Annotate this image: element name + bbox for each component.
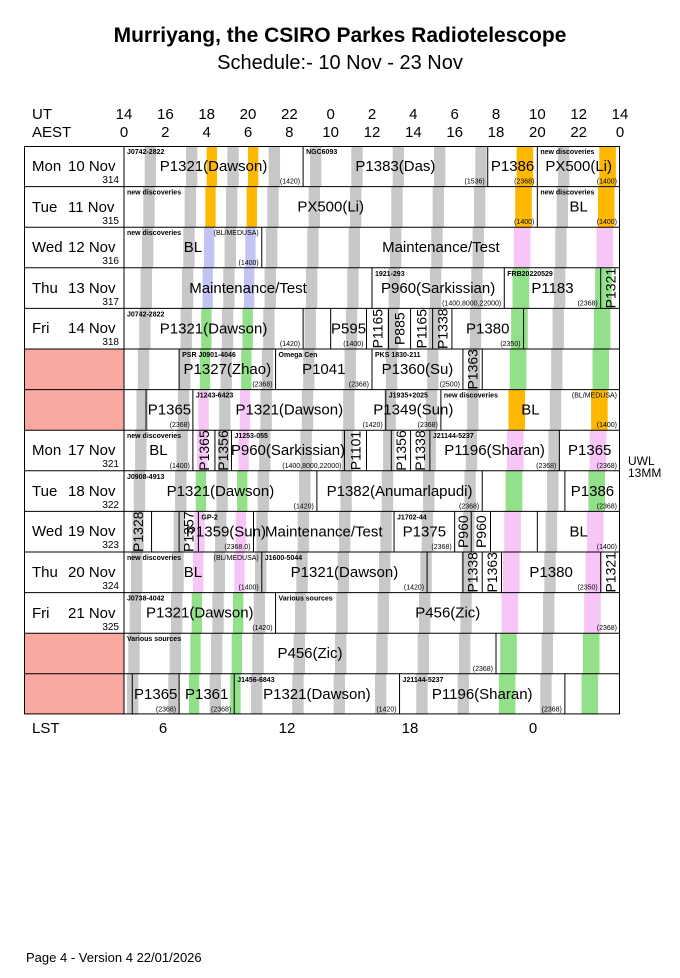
block-project-label: P885 xyxy=(391,312,408,346)
block-receiver: (1400) xyxy=(596,422,617,430)
grey-band xyxy=(349,227,360,268)
block-source-code: new discoveries xyxy=(127,555,182,562)
weekend-label-bg xyxy=(24,633,124,674)
ut-tick-label: 0 xyxy=(326,106,335,123)
block-source-code: J1243-6423 xyxy=(195,392,234,400)
block-receiver: (2368) xyxy=(596,462,617,470)
grey-band xyxy=(141,268,152,309)
grey-band xyxy=(336,593,347,634)
aest-tick-label: 12 xyxy=(363,124,381,141)
block-project-label: P1165 xyxy=(413,308,430,349)
block-receiver: (2368) xyxy=(596,625,617,633)
block-project-label: P1363 xyxy=(464,349,481,390)
lst-tick-label: 0 xyxy=(528,720,538,737)
block-receiver: (1536) xyxy=(464,178,485,186)
grey-band xyxy=(543,593,554,634)
block-source-code: 1921-293 xyxy=(375,270,405,278)
day-name: Thu xyxy=(32,279,58,297)
block-receiver: (1400) xyxy=(169,462,190,470)
block-project-label: P1365 xyxy=(147,401,192,419)
block-receiver: (1400) xyxy=(238,584,259,592)
block-source-code: J0908-4913 xyxy=(127,473,165,481)
block-project-label: PX500(Li) xyxy=(297,198,365,216)
day-date: 19 Nov xyxy=(68,523,116,541)
block-project-label: P1360(Su) xyxy=(381,361,454,378)
block-project-label: P1365 xyxy=(195,430,212,471)
block-project-label: P1382(Anumarlapudi) xyxy=(326,482,473,500)
grey-band xyxy=(547,471,558,512)
block-receiver: (2368) xyxy=(210,706,232,714)
block-receiver: (1420) xyxy=(293,503,314,511)
day-number: 324 xyxy=(102,581,119,592)
block-project-label: P1359(Sun) xyxy=(185,523,266,541)
block-source-code: FRB20220529 xyxy=(507,270,553,278)
block-receiver: (2368) xyxy=(472,665,493,673)
day-number: 315 xyxy=(102,215,119,227)
block-source-code: J0742-2822 xyxy=(127,311,165,319)
block-project-label: P1356 xyxy=(392,430,409,471)
block-receiver: (1400,8000,22000) xyxy=(282,462,342,470)
aest-tick-label: 20 xyxy=(528,124,546,141)
day-number: 317 xyxy=(102,296,119,308)
block-source-code: PSR J0901-4046 xyxy=(182,352,236,359)
block-receiver: (1420) xyxy=(279,178,301,186)
block-source-code: J1935+2025 xyxy=(388,392,428,400)
lst-tick-label: 12 xyxy=(278,720,296,737)
block-project-label: P1196(Sharan) xyxy=(431,685,533,703)
day-name: Fri xyxy=(32,604,50,622)
block-source-code: (BL/MEDUSA) xyxy=(213,555,259,562)
block-receiver: (1400) xyxy=(596,219,617,227)
side-note-uwl: UWL xyxy=(628,454,655,468)
accent-band xyxy=(190,633,200,674)
block-project-label: BL xyxy=(183,564,203,581)
grey-band xyxy=(459,633,470,674)
block-project-label: P1321(Dawson) xyxy=(290,564,399,581)
accent-band xyxy=(593,349,610,390)
block-project-label: P1328 xyxy=(129,511,146,552)
block-project-label: P1321(Dawson) xyxy=(159,158,268,175)
block-project-label: P1357 xyxy=(180,511,197,552)
block-project-label: P1380 xyxy=(466,320,510,338)
grey-band xyxy=(546,511,557,552)
lst-tick-label: 18 xyxy=(401,720,419,737)
block-project-label: P1386 xyxy=(570,482,615,500)
block-receiver: (1420) xyxy=(252,625,273,633)
day-name: Fri xyxy=(32,320,50,338)
ut-tick-label: 8 xyxy=(491,106,501,123)
block-source-code: Omega Cen xyxy=(278,352,318,359)
grey-band xyxy=(474,187,485,228)
block-project-label: P1196(Sharan) xyxy=(444,442,545,460)
grey-band xyxy=(267,187,278,228)
block-source-code: Various sources xyxy=(127,636,182,644)
accent-band xyxy=(510,349,527,390)
ut-tick-label: 16 xyxy=(156,106,174,123)
day-number: 314 xyxy=(102,175,119,186)
block-project-label: Maintenance/Test xyxy=(264,523,383,541)
grey-band xyxy=(555,227,566,268)
block-source-code: new discoveries xyxy=(127,433,182,441)
block-source-code: GP-2 xyxy=(201,514,218,522)
ut-tick-label: 2 xyxy=(367,106,377,123)
block-project-label: P1365 xyxy=(134,685,178,703)
block-project-label: P960 xyxy=(454,515,471,549)
block-source-code: new discoveries xyxy=(540,189,595,197)
grey-band xyxy=(378,593,389,634)
weekend-label-bg xyxy=(24,390,124,431)
aest-tick-label: 6 xyxy=(243,124,253,141)
grey-band xyxy=(211,633,222,674)
day-number: 321 xyxy=(102,459,119,471)
block-project-label: P1363 xyxy=(483,552,500,593)
day-name: Mon xyxy=(32,158,62,175)
block-project-label: P1338 xyxy=(464,552,481,593)
block-project-label: P1383(Das) xyxy=(355,158,436,175)
grey-band xyxy=(305,308,316,349)
block-receiver: (2500) xyxy=(439,381,460,389)
aest-tick-label: 0 xyxy=(615,124,625,141)
block-receiver: (2368.0) xyxy=(224,544,251,551)
schedule-grid-svg xyxy=(24,146,620,715)
block-project-label: PX500(Li) xyxy=(545,158,613,175)
block-project-label: P1101 xyxy=(347,430,364,471)
day-date: 17 Nov xyxy=(68,442,116,460)
day-date: 11 Nov xyxy=(68,198,115,216)
aest-tick-label: 16 xyxy=(446,124,463,141)
block-source-code: Various sources xyxy=(278,595,333,603)
grey-band xyxy=(269,146,280,187)
day-name: Tue xyxy=(32,482,58,500)
block-project-label: BL xyxy=(569,198,588,216)
accent-band xyxy=(247,187,257,228)
aest-tick-label: 14 xyxy=(404,124,422,141)
weekend-label-bg xyxy=(24,674,124,715)
accent-band xyxy=(232,633,242,674)
block-receiver: (1400) xyxy=(514,219,535,227)
grey-band xyxy=(542,633,553,674)
ut-tick-label: 20 xyxy=(239,106,257,123)
day-number: 323 xyxy=(102,540,119,552)
block-receiver: (2368) xyxy=(596,503,617,511)
block-receiver: (1400,8000,22000) xyxy=(442,300,502,308)
block-project-label: P456(Zic) xyxy=(415,604,481,622)
accent-band xyxy=(504,511,521,552)
block-project-label: BL xyxy=(149,442,168,460)
day-number: 316 xyxy=(102,256,119,268)
day-name: Thu xyxy=(32,564,58,581)
block-project-label: P1321(Dawson) xyxy=(263,685,371,703)
block-source-code: J0742-2822 xyxy=(127,149,165,156)
block-project-label: BL xyxy=(521,401,540,419)
grey-band xyxy=(553,308,564,349)
accent-band xyxy=(502,593,519,634)
accent-band xyxy=(500,633,517,674)
accent-band xyxy=(503,552,520,593)
grey-band xyxy=(306,268,317,309)
block-source-code: PKS 1830-211 xyxy=(375,352,421,359)
block-project-label: P1349(Sun) xyxy=(373,401,454,419)
block-receiver: (1400) xyxy=(238,259,259,267)
ut-tick-label: 14 xyxy=(115,106,133,123)
block-receiver: (1400) xyxy=(343,341,364,348)
day-name: Mon xyxy=(32,442,62,460)
grey-band xyxy=(433,187,444,228)
block-source-code: (BL/MEDUSA) xyxy=(213,230,259,238)
lst-label: LST xyxy=(32,720,60,737)
ut-tick-label: 4 xyxy=(409,106,418,123)
ut-tick-label: 14 xyxy=(611,106,629,123)
page-footer: Page 4 - Version 4 22/01/2026 xyxy=(26,950,202,965)
block-project-label: P1361 xyxy=(184,685,229,703)
aest-tick-label: 22 xyxy=(570,124,587,141)
ut-tick-label: 12 xyxy=(570,106,587,123)
day-number: 318 xyxy=(102,337,119,349)
grey-band xyxy=(307,227,318,268)
grey-band xyxy=(376,633,387,674)
grey-band xyxy=(138,349,149,390)
block-project-label: P1375 xyxy=(402,523,447,541)
block-project-label: P1338 xyxy=(412,430,429,471)
block-source-code: J21144-5237 xyxy=(432,433,474,441)
block-receiver: (1420) xyxy=(403,584,425,592)
schedule-grid xyxy=(24,146,620,715)
block-receiver: (1420) xyxy=(279,341,301,348)
day-date: 18 Nov xyxy=(68,482,116,500)
block-receiver: (2368) xyxy=(577,300,598,308)
block-project-label: BL xyxy=(569,523,588,541)
day-number: 325 xyxy=(102,621,119,633)
accent-band xyxy=(597,227,614,268)
block-receiver: (1420) xyxy=(376,706,397,714)
aest-tick-label: 8 xyxy=(285,124,294,141)
aest-tick-label: 18 xyxy=(487,124,505,141)
grey-band xyxy=(391,187,402,228)
block-project-label: P456(Zic) xyxy=(277,645,343,663)
block-project-label: P1321(Dawson) xyxy=(235,401,344,419)
block-source-code: (BL/MEDUSA) xyxy=(571,392,617,400)
block-project-label: P1338 xyxy=(434,308,451,349)
block-receiver: (2368) xyxy=(536,462,557,470)
block-source-code: J1253-055 xyxy=(234,433,268,441)
block-project-label: Maintenance/Test xyxy=(382,239,500,257)
block-project-label: P1183 xyxy=(531,279,574,297)
grey-band xyxy=(551,349,562,390)
grey-band xyxy=(347,268,358,309)
aest-label: AEST xyxy=(32,124,72,141)
accent-band xyxy=(506,471,523,512)
grey-band xyxy=(418,633,429,674)
block-receiver: (2350) xyxy=(577,584,598,592)
block-project-label: P1321(Dawson) xyxy=(159,320,268,338)
ut-tick-label: 6 xyxy=(450,106,459,123)
grey-band xyxy=(226,187,237,228)
day-name: Wed xyxy=(32,523,63,541)
block-project-label: P1321 xyxy=(602,552,619,593)
grey-band xyxy=(252,633,263,674)
page-title: Murriyang, the CSIRO Parkes Radiotelescope xyxy=(113,24,567,47)
block-project-label: P960(Sarkissian) xyxy=(381,279,496,297)
ut-tick-label: 10 xyxy=(528,106,546,123)
grey-band xyxy=(266,227,277,268)
block-project-label: P1356 xyxy=(215,430,232,471)
block-project-label: P1365 xyxy=(568,442,612,460)
day-date: 12 Nov xyxy=(68,239,116,257)
accent-band xyxy=(514,227,531,268)
block-source-code: J21144-5237 xyxy=(402,676,444,684)
aest-tick-label: 2 xyxy=(161,124,170,141)
block-project-label: P595 xyxy=(331,320,367,338)
block-receiver: (2368) xyxy=(252,381,273,389)
block-receiver: (2368) xyxy=(458,503,480,511)
day-date: 21 Nov xyxy=(68,604,116,622)
day-date: 13 Nov xyxy=(68,279,116,297)
day-date: 14 Nov xyxy=(68,320,116,338)
block-project-label: P960 xyxy=(472,515,489,549)
block-receiver: (2368) xyxy=(431,544,452,551)
schedule-subtitle: Schedule:- 10 Nov - 23 Nov xyxy=(217,52,463,74)
block-project-label: P1165 xyxy=(369,308,386,349)
block-source-code: new discoveries xyxy=(540,149,595,156)
block-source-code: NGC6093 xyxy=(306,149,338,156)
aest-tick-label: 0 xyxy=(119,124,129,141)
block-receiver: (2368) xyxy=(417,422,438,430)
side-note-13mm: 13MM xyxy=(628,466,662,480)
weekend-label-bg xyxy=(24,349,124,390)
block-project-label: P1321 xyxy=(602,267,619,309)
block-receiver: (2368) xyxy=(348,381,369,389)
accent-band xyxy=(594,308,611,349)
block-receiver: (2350) xyxy=(500,341,521,348)
day-name: Wed xyxy=(32,239,63,257)
block-source-code: new discoveries xyxy=(443,392,498,400)
aest-tick-label: 10 xyxy=(322,124,339,141)
day-date: 20 Nov xyxy=(68,564,116,581)
block-project-label: P1380 xyxy=(529,564,573,581)
block-receiver: (1420) xyxy=(362,422,383,430)
block-project-label: P1041 xyxy=(302,361,346,378)
day-number: 322 xyxy=(102,499,119,511)
block-receiver: (2368) xyxy=(514,178,535,186)
block-source-code: J1456-6843 xyxy=(237,676,275,684)
day-name: Tue xyxy=(32,198,58,216)
grey-band xyxy=(434,146,445,187)
accent-band xyxy=(583,633,600,674)
block-project-label: P1327(Zhao) xyxy=(183,361,272,378)
block-project-label: P1321(Dawson) xyxy=(145,604,254,622)
grey-band xyxy=(550,390,561,431)
block-source-code: J1600-5044 xyxy=(264,555,303,562)
block-source-code: new discoveries xyxy=(127,189,182,197)
block-receiver: (2368) xyxy=(541,706,562,714)
block-source-code: new discoveries xyxy=(127,230,182,238)
block-receiver: (1400) xyxy=(596,178,617,186)
day-date: 10 Nov xyxy=(68,158,116,175)
grey-band xyxy=(343,390,354,431)
block-receiver: (2368) xyxy=(169,422,190,430)
accent-band xyxy=(582,674,599,715)
block-project-label: BL xyxy=(183,239,203,257)
ut-tick-label: 22 xyxy=(280,106,298,123)
block-project-label: P1386 xyxy=(490,158,535,175)
ut-tick-label: 18 xyxy=(198,106,215,123)
block-receiver: (2368) xyxy=(155,706,177,714)
ut-label: UT xyxy=(32,106,52,123)
block-project-label: P1321(Dawson) xyxy=(166,482,275,500)
aest-tick-label: 4 xyxy=(202,124,211,141)
block-source-code: J1702-44 xyxy=(397,514,427,522)
block-receiver: (1400) xyxy=(596,544,617,551)
block-project-label: Maintenance/Test xyxy=(189,279,307,297)
grey-band xyxy=(185,187,196,228)
block-project-label: P960(Sarkissian) xyxy=(230,442,346,460)
accent-band xyxy=(205,187,215,228)
lst-tick-label: 6 xyxy=(158,720,168,737)
block-source-code: J0738-4042 xyxy=(127,595,165,603)
